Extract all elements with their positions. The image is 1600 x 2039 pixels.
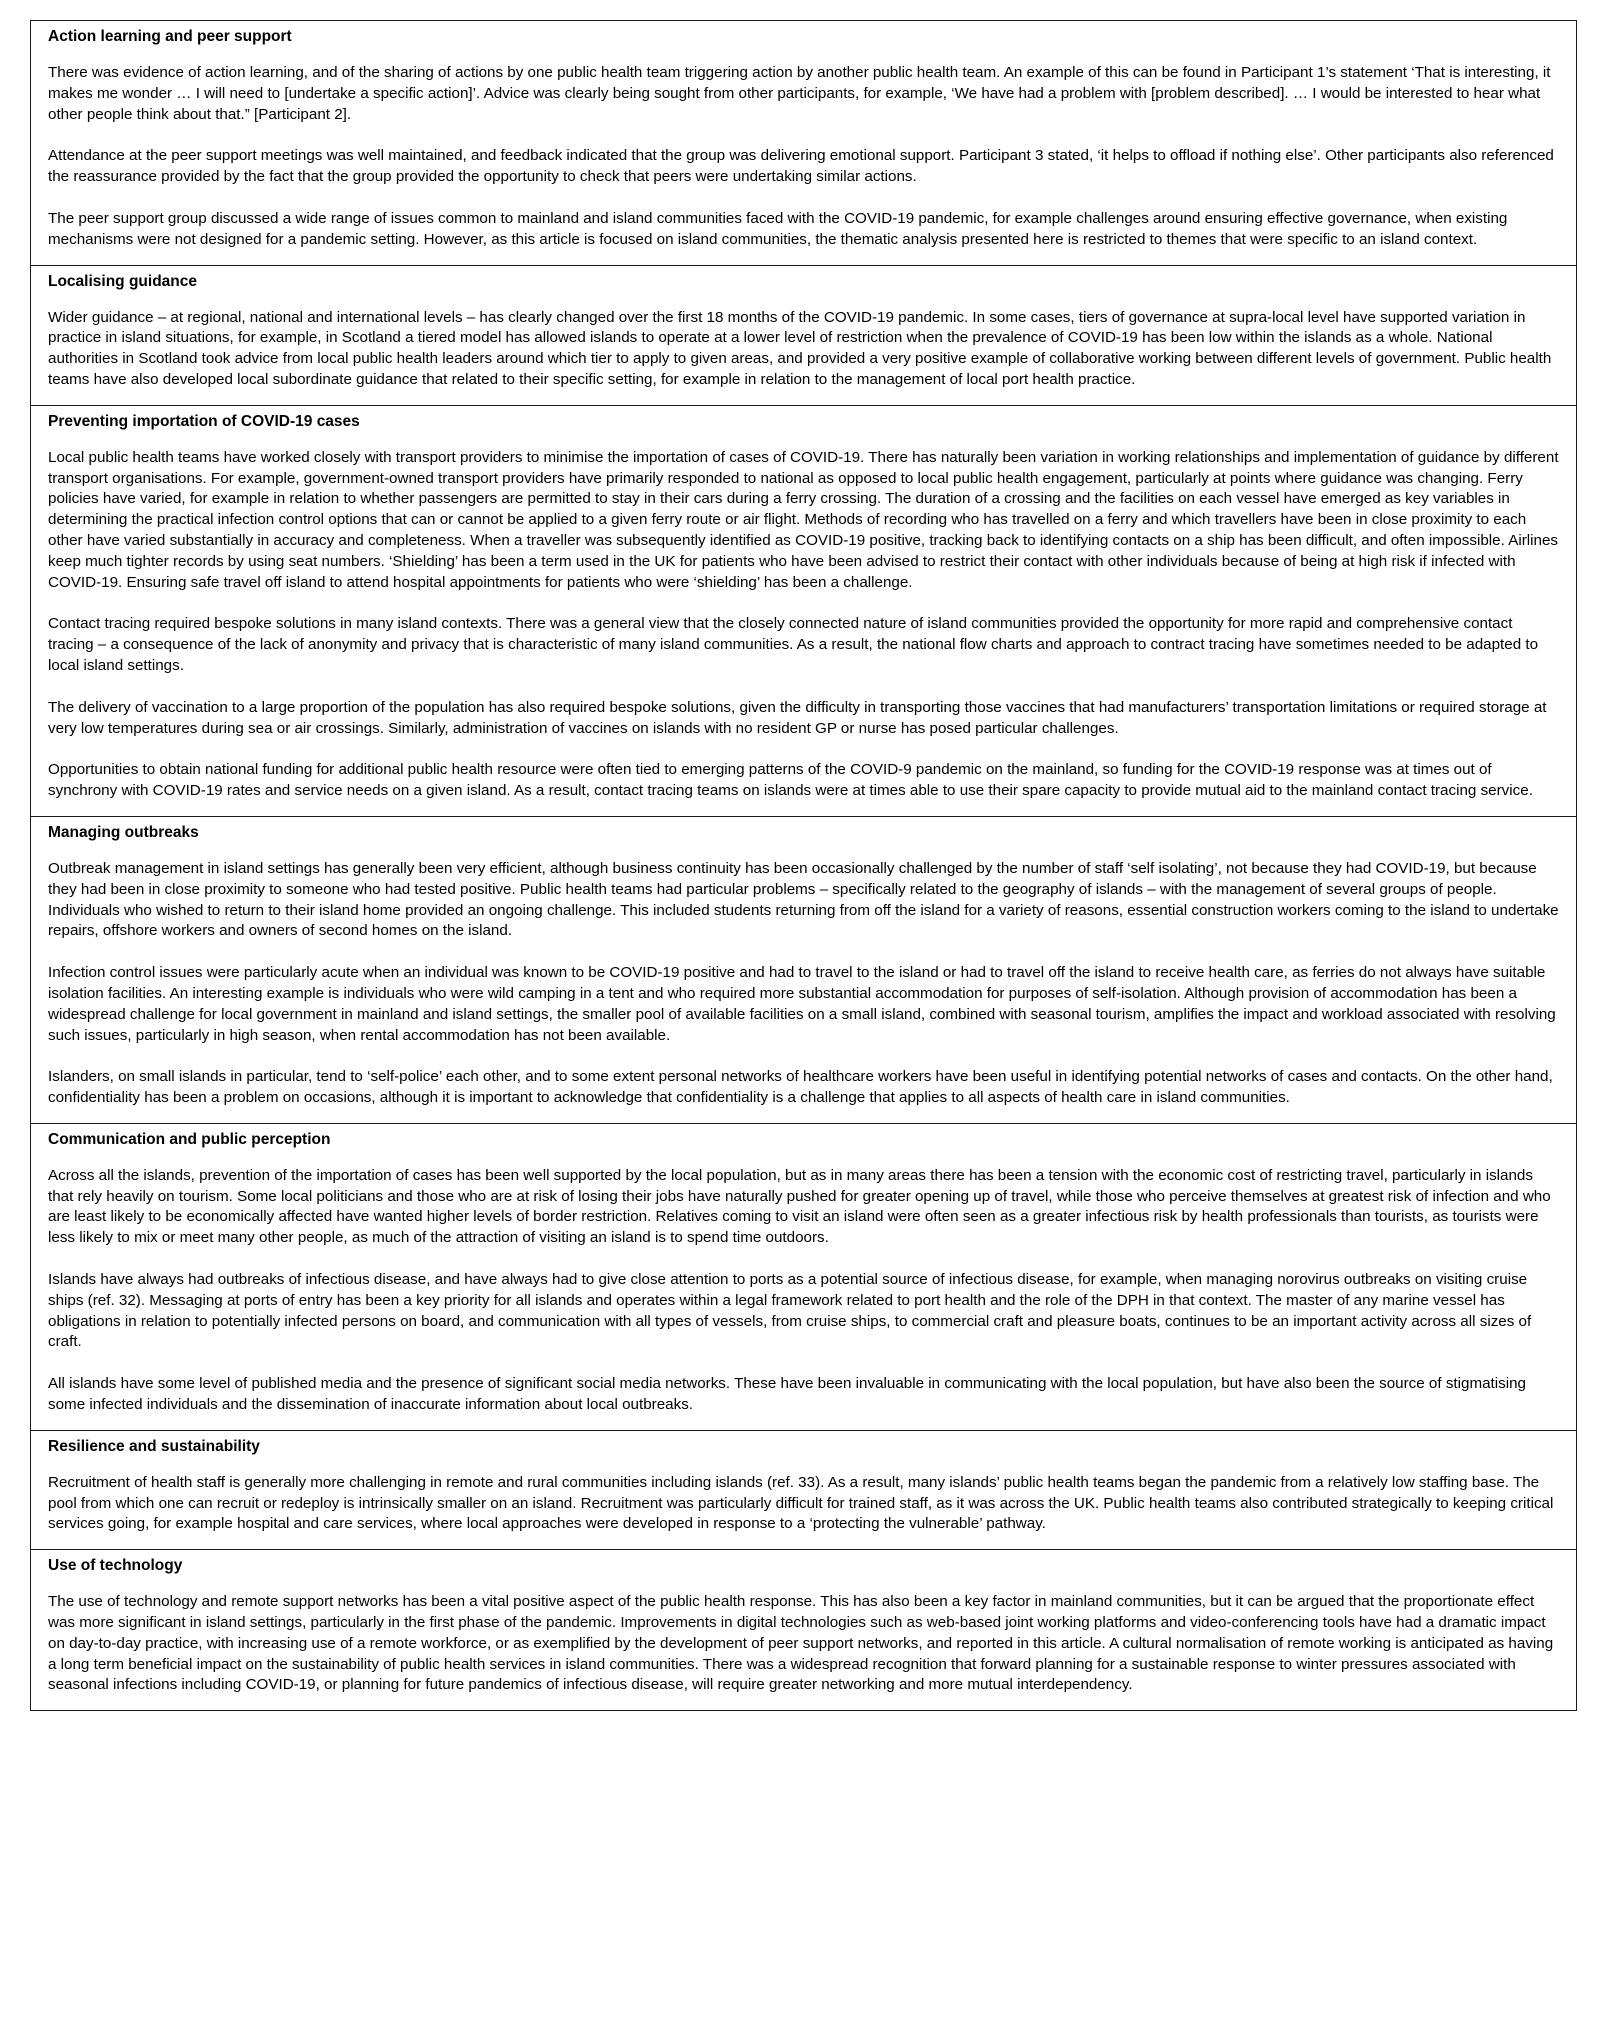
paragraph: Islanders, on small islands in particular, tend to ‘self-police’ each other, and to some extent personal networks of healthcare workers have been useful in identifying potential networks of cases and contacts. On the other hand, confidentiality has been a problem on occasions, although it is important to acknowledge that confidentiality is a challenge that applies to all aspects of health care in island communities. [48,1068,1553,1107]
paragraph: Recruitment of health staff is generally more challenging in remote and rural communities including islands (ref. 33). As a result, many islands’ public health teams began the pandemic from a relatively low staffing base. The pool from which one can recruit or redeploy is intrinsically smaller on an island. Recruitment was particularly difficult for trained staff, as it was across the UK. Public health teams also contributed strategically to keeping critical services going, for example hospital and care services, where local approaches were developed in response to a ‘protecting the vulnerable’ pathway. [48,1473,1554,1533]
paragraph: The use of technology and remote support networks has been a vital positive aspect of the public health response. This has also been a key factor in mainland communities, but it can be argued that the proportionate effect was more significant in island settings, particularly in the first phase of the pandemic. Improvements in digital technologies such as web-based joint working platforms and video-conferencing tools have had a dramatic impact on day-to-day practice, with increasing use of a remote workforce, or as exemplified by the development of peer support networks, and reported in this article. A cultural normalisation of remote working is anticipated as having a long term beneficial impact on the sustainability of public health services in island communities. There was a widespread recognition that forward planning for a sustainable response to winter pressures associated with seasonal infections including COVID-19, or planning for future pandemics of infectious disease, will require greater networking and more mutual interdependency. [48,1593,1554,1694]
paragraph: Outbreak management in island settings has generally been very efficient, although business continuity has been occasionally challenged by the number of staff ‘self isolating’, not because they had COVID-19, but because they had been in close proximity to someone who had tested positive. Public health teams had particular problems – specifically related to the geography of islands – with the management of several groups of people. Individuals who wished to return to their island home provided an ongoing challenge. This included students returning from off the island for a variety of reasons, essential construction workers coming to the island to undertake repairs, offshore workers and owners of second homes on the island. [48,859,1559,940]
paragraph: Local public health teams have worked closely with transport providers to minimise the importation of cases of COVID-19. There has naturally been variation in working relationships and implementation of guidance by different transport organisations. For example, government-owned transport providers have primarily responded to national as opposed to local public health engagement, particularly at points where guidance was changing. Ferry policies have varied, for example in relation to whether passengers are permitted to stay in their cars during a ferry crossing. The duration of a crossing and the facilities on each vessel have emerged as key variables in determining the practical infection control options that can or cannot be applied to a given ferry route or air flight. Methods of recording who has travelled on a ferry and which travellers have been in close proximity to each other have varied substantially in accuracy and completeness. When a traveller was subsequently identified as COVID-19 positive, tracking back to identifying contacts on a ship has been difficult, and often impossible. Airlines keep much tighter records by using seat numbers. ‘Shielding’ has been a term used in the UK for patients who have been advised to restrict their contact with other individuals because of being at high risk if infected with COVID-19. Ensuring safe travel off island to attend hospital appointments for patients who were ‘shielding’ has been a challenge. [48,448,1559,591]
section-managing-outbreaks [31,816,1576,1123]
paragraph: Opportunities to obtain national funding for additional public health resource were often tied to emerging patterns of the COVID-9 pandemic on the mainland, so funding for the COVID-19 response was at times out of synchrony with COVID-19 rates and service needs on a given island. As a result, contact tracing teams on islands were at times able to use their spare capacity to provide mutual aid to the mainland contact tracing service. [48,761,1533,800]
section-title: Preventing importation of COVID-19 cases [48,412,360,430]
paragraph: All islands have some level of published media and the presence of significant social media networks. These have been invaluable in communicating with the local population, but have also been the source of stigmatising some infected individuals and the dissemination of inaccurate information about local outbreaks. [48,1375,1527,1414]
section-technology [31,1549,1576,1710]
paragraph: Contact tracing required bespoke solutions in many island contexts. There was a general view that the closely connected nature of island communities provided the opportunity for more rapid and comprehensive contact tracing – a consequence of the lack of anonymity and privacy that is characteristic of many island communities. As a result, the national flow charts and approach to contract tracing have sometimes needed to be adapted to local island settings. [48,615,1539,674]
paragraph: Attendance at the peer support meetings was well maintained, and feedback indicated that the group was delivering emotional support. Participant 3 stated, ‘it helps to offload if nothing else’. Other participants also referenced the reassurance provided by the fact that the group provided the opportunity to check that peers were undertaking similar actions. [48,147,1554,186]
section-title: Use of technology [48,1557,183,1575]
section-action-learning [31,21,1576,265]
section-resilience [31,1430,1576,1549]
paragraph: The delivery of vaccination to a large proportion of the population has also required bespoke solutions, given the difficulty in transporting those vaccines that had manufacturers’ transportation limitations or required storage at very low temperatures during sea or air crossings. Similarly, administration of vaccines on islands with no resident GP or nurse has posed particular challenges. [48,698,1547,737]
paragraph: The peer support group discussed a wide range of issues common to mainland and island communities faced with the COVID-19 pandemic, for example challenges around ensuring effective governance, when existing mechanisms were not designed for a pandemic setting. However, as this article is focused on island communities, the thematic analysis presented here is restricted to themes that were specific to an island context. [48,209,1508,248]
section-preventing-importation [31,405,1576,816]
paragraph: There was evidence of action learning, and of the sharing of actions by one public health team triggering action by another public health team. An example of this can be found in Participant 1’s statement ‘That is interesting, it makes me wonder … I will need to [undertake a specific action]’. Advice was clearly being sought from other participants, for example, ‘We have had a problem with [problem described]. … I would be interested to hear what other people think about that.” [Participant 2]. [48,64,1551,123]
section-title: Resilience and sustainability [48,1437,260,1455]
section-title: Localising guidance [48,272,197,290]
paragraph: Islands have always had outbreaks of infectious disease, and have always had to give close attention to ports as a potential source of infectious disease, for example, when managing norovirus outbreaks on visiting cruise ships (ref. 32). Messaging at ports of entry has been a key priority for all islands and operates within a legal framework related to port health and the role of the DPH in that context. The master of any marine vessel has obligations in relation to potentially infected persons on board, and communication with all types of vessels, from cruise ships, to commercial craft and pleasure boats, continues to be an important activity across all sizes of craft. [48,1271,1532,1351]
section-localising-guidance [31,265,1576,405]
document-table [30,20,1577,1711]
paragraph: Across all the islands, prevention of the importation of cases has been well supported by the local population, but as in many areas there has been a tension with the economic cost of restricting travel, particularly in islands that rely heavily on tourism. Some local politicians and those who are at risk of losing their jobs have naturally pushed for greater opening up of travel, while those who perceive themselves at greatest risk of infection and who are least likely to be economically affected have wanted higher levels of border restriction. Relatives coming to visit an island were often seen as a greater infectious risk by health professionals than tourists, as tourists were less likely to mix or meet many other people, as much of the attraction of visiting an island is to spend time outdoors. [48,1166,1551,1247]
section-title: Managing outbreaks [48,823,199,841]
section-title: Action learning and peer support [48,28,292,45]
paragraph: Wider guidance – at regional, national and international levels – has clearly changed over the first 18 months of the COVID-19 pandemic. In some cases, tiers of governance at supra-local level have supported variation in practice in island situations, for example, in Scotland a tiered model has allowed islands to operate at a lower level of restriction when the prevalence of COVID-19 has been low within the islands as a whole. National authorities in Scotland took advice from local public health leaders around which tier to apply to given areas, and provided a very positive example of collaborative working between different levels of government. Public health teams have also developed local subordinate guidance that related to their specific setting, for example in relation to the management of local port health practice. [48,308,1552,388]
section-title: Communication and public perception [48,1130,331,1148]
section-communication [31,1123,1576,1430]
paragraph: Infection control issues were particularly acute when an individual was known to be COVID-19 positive and had to travel to the island or had to travel off the island to receive health care, as ferries do not always have suitable isolation facilities. An interesting example is individuals who were wild camping in a tent and who required more substantial accommodation for purposes of self-isolation. Although provision of accommodation has been a widespread challenge for local government in mainland and island settings, the smaller pool of available facilities on a small island, combined with seasonal tourism, amplifies the impact and workload associated with resolving such issues, particularly in high season, when rental accommodation has not been available. [48,964,1556,1044]
